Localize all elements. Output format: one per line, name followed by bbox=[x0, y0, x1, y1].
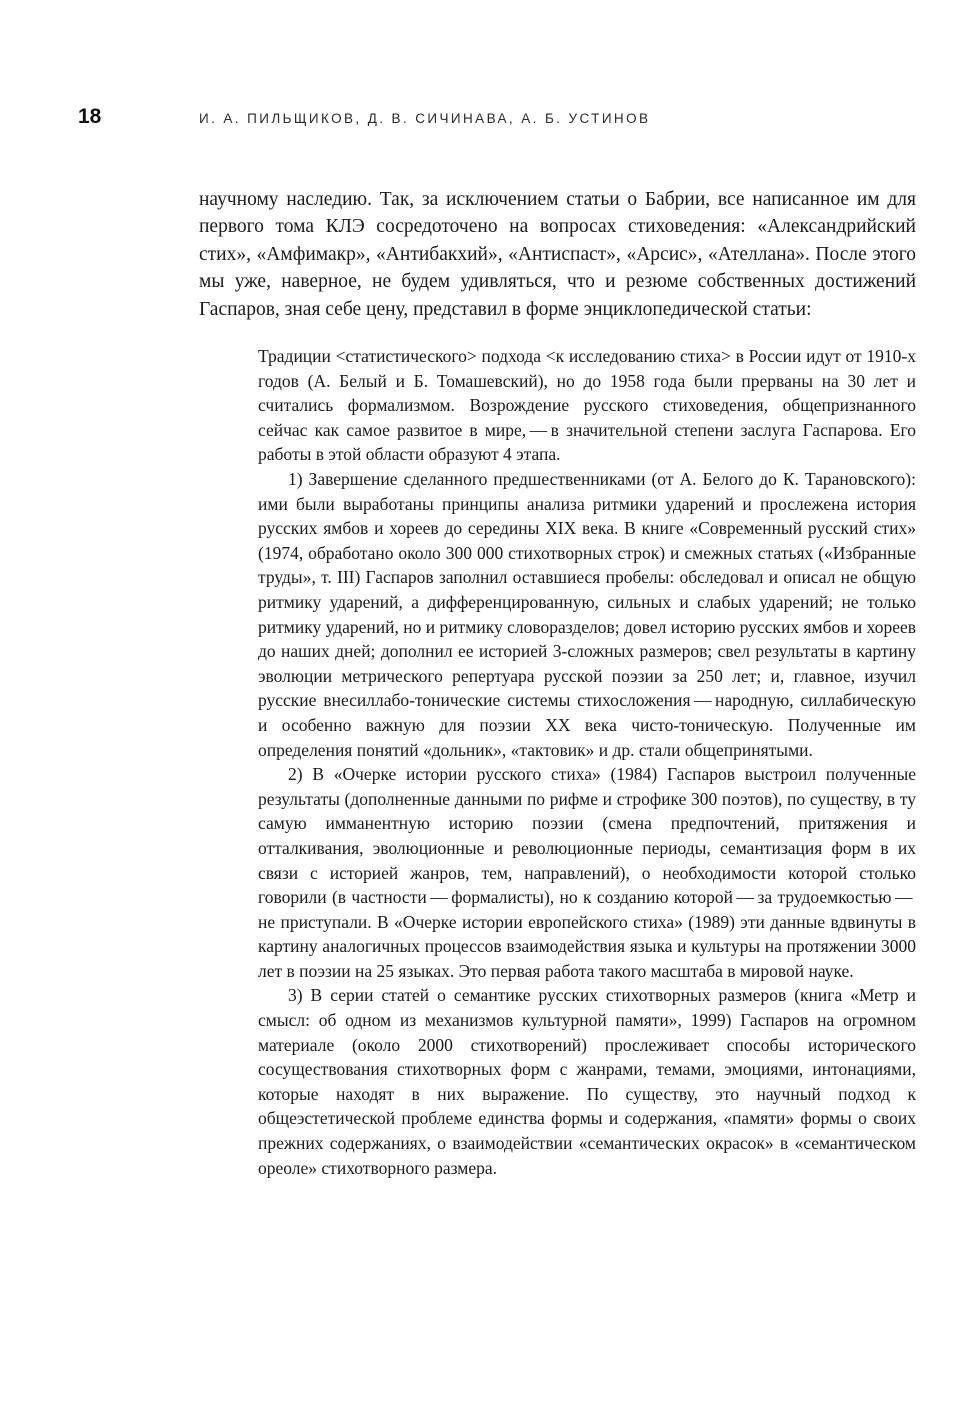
block-quote bbox=[258, 344, 916, 1180]
quote-paragraph-stage-3: 3) В серии статей о семантике русских стихотворных размеров (книга «Метр и смысл: об одном из механизмов культурной памяти», 1999) Гаспаров на огромном материале (около 2000 стихотворений) прослеживает способы исторического сосуществования стихотворных форм с жанрами, темами, эмоциями, интонациями, которые находят в них выражение. По существу, это научный подход к общеэстетической проблеме единства формы и содержания, «памяти» формы о своих прежних содержаниях, о взаимодействии «семантических окрасок» в «семантическом ореоле» стихотворного размера. bbox=[258, 985, 916, 1178]
quote-paragraph-stage-2: 2) В «Очерке истории русского стиха» (1984) Гаспаров выстроил полученные результаты (дополненные данными по рифме и строфике 300 поэтов), по существу, в ту самую имманентную историю поэзии (смена предпочтений, притяжения и отталкивания, эволюционные и революционные периоды, семантизация форм в их связи с историей жанров, тем, направлений), о необходимости которой столько говорили (в частности — формалисты), но к созданию которой — за трудоемкостью — не приступали. В «Очерке истории европейского стиха» (1989) эти данные вдвинуты в картину аналогичных процессов взаимодействия языка и культуры на протяжении 3000 лет в поэзии на 25 языках. Это первая работа такого масштаба в мировой науке. bbox=[258, 764, 916, 981]
page-number: 18 bbox=[78, 105, 102, 128]
body-paragraph: научному наследию. Так, за исключением статьи о Бабрии, все написанное им для первого тома КЛЭ сосредоточено на вопросах стиховедения: «Александрийский стих», «Амфимакр», «Антибакхий», «Антиспаст», «Арсис», «Ателлана». После этого мы уже, наверное, не будем удивляться, что и резюме собственных достижений Гаспаров, зная себе цену, представил в форме энциклопедической статьи: bbox=[199, 189, 916, 320]
quote-paragraph-stage-1: 1) Завершение сделанного предшественниками (от А. Белого до К. Тарановского): ими были выработаны принципы анализа ритмики ударений и прослежена история русских ямбов и хореев до середины XIX века. В книге «Современный русский стих» (1974, обработано около 300 000 стихотворных строк) и смежных статьях («Избранные труды», т. III) Гаспаров заполнил оставшиеся пробелы: обследовал и описал не общую ритмику ударений, а дифференцированную, сильных и слабых ударений; не только ритмику ударений, но и ритмику словоразделов; довел историю русских ямбов и хореев до наших дней; дополнил ее историей 3-сложных размеров; свел результаты в картину эволюции метрического репертуара русской поэзии за 250 лет; и, главное, изучил русские внесиллабо-тонические системы стихосложения — народную, силлабическую и особенно важную для поэзии XX века чисто-тоническую. Полученные им определения понятий «дольник», «тактовик» и др. стали общепринятыми. bbox=[258, 469, 916, 760]
text-column bbox=[199, 186, 916, 1180]
quote-paragraph-traditions: Традиции <статистического> подхода <к исследованию стиха> в России идут от 1910-х годов (А. Белый и Б. Томашевский), но до 1958 года были прерваны на 30 лет и считались формализмом. Возрождение русского стиховедения, общепризнанного сейчас как самое развитое в мире, — в значительной степени заслуга Гаспарова. Его работы в этой области образуют 4 этапа. bbox=[258, 346, 916, 465]
running-header-authors: И. А. ПИЛЬЩИКОВ, Д. В. СИЧИНАВА, А. Б. УСТИНОВ bbox=[199, 111, 651, 126]
